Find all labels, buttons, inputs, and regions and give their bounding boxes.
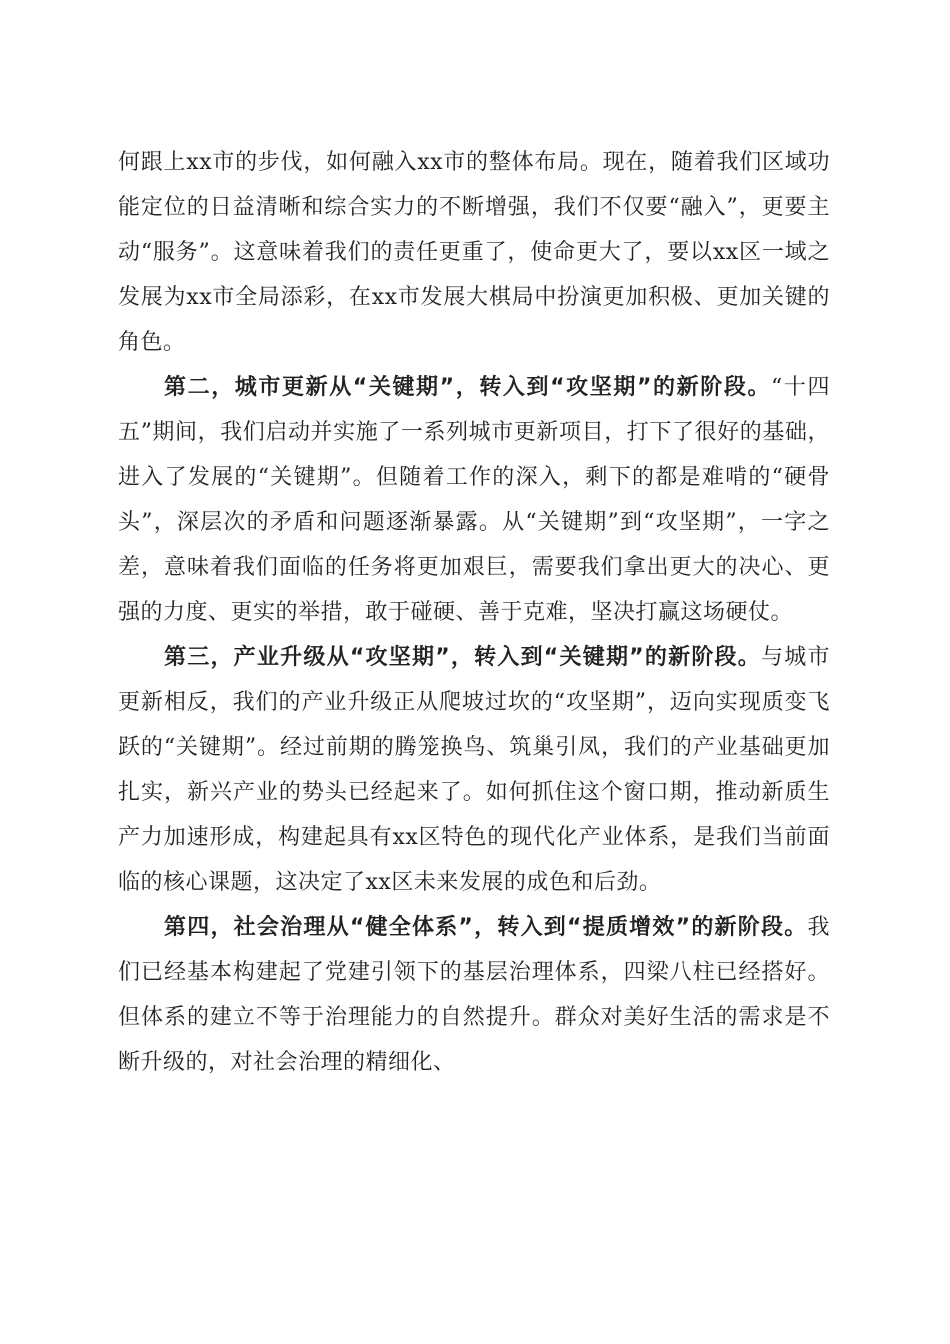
paragraph-continuation [118, 140, 830, 365]
paragraph-urban-renewal [118, 365, 830, 635]
paragraph-3-lead: 第三，产业升级从“攻坚期”，转入到“关键期”的新阶段。 [164, 645, 762, 670]
paragraph-2-body: “十四五”期间，我们启动并实施了一系列城市更新项目，打下了很好的基础，进入了发展的“关键期”。但随着工作的深入，剩下的都是难啃的“硬骨头”，深层次的矛盾和问题逐渐暴露。从“关键期”到“攻坚期”，一字之差，意味着我们面临的任务将更加艰巨，需要我们拿出更大的决心、更强的力度、更实的举措，敢于碰硬、善于克难，坚决打赢这场硬仗。 [118, 375, 830, 625]
document-body [118, 140, 830, 1085]
paragraph-2-lead: 第二，城市更新从“关键期”，转入到“攻坚期”的新阶段。 [164, 375, 772, 400]
paragraph-3-body: 与城市更新相反，我们的产业升级正从爬坡过坎的“攻坚期”，迈向实现质变飞跃的“关键期”。经过前期的腾笼换鸟、筑巢引凤，我们的产业基础更加扎实，新兴产业的势头已经起来了。如何抓住这个窗口期，推动新质生产力加速形成，构建起具有xx区特色的现代化产业体系，是我们当前面临的核心课题，这决定了xx区未来发展的成色和后劲。 [118, 645, 830, 895]
paragraph-4-body: 我们已经基本构建起了党建引领下的基层治理体系，四梁八柱已经搭好。但体系的建立不等于治理能力的自然提升。群众对美好生活的需求是不断升级的，对社会治理的精细化、 [118, 915, 830, 1075]
paragraph-4-lead: 第四，社会治理从“健全体系”，转入到“提质增效”的新阶段。 [164, 915, 808, 940]
paragraph-1-body: 何跟上xx市的步伐，如何融入xx市的整体布局。现在，随着我们区域功能定位的日益清晰和综合实力的不断增强，我们不仅要“融入”，更要主动“服务”。这意味着我们的责任更重了，使命更大了，要以xx区一域之发展为xx市全局添彩，在xx市发展大棋局中扮演更加积极、更加关键的角色。 [118, 150, 830, 355]
paragraph-industrial-upgrade [118, 635, 830, 905]
paragraph-social-governance [118, 905, 830, 1085]
